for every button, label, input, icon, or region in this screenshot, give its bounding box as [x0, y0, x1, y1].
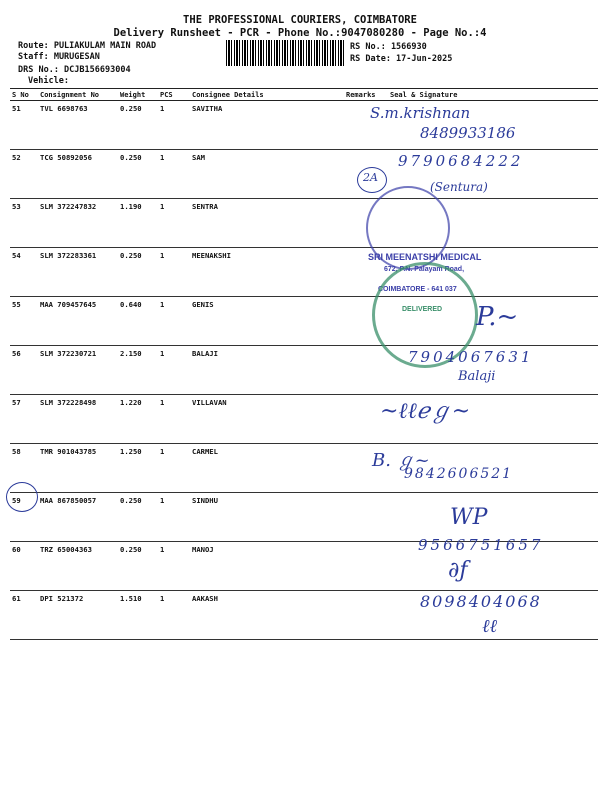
row-sno: 56: [10, 346, 38, 395]
row-sno: 57: [10, 395, 38, 444]
row-consignee: VILLAVAN: [190, 395, 344, 444]
handwriting-2: 8489933186: [420, 124, 516, 142]
row-weight: 2.150: [118, 346, 158, 395]
row-weight: 0.640: [118, 297, 158, 346]
row-sno: 53: [10, 199, 38, 248]
row-pcs: 1: [158, 395, 190, 444]
handwriting-6: 7904067631: [408, 348, 534, 366]
row-consignment: DPI 521372: [38, 591, 118, 640]
col-weight: Weight: [118, 89, 158, 101]
row-weight: 1.190: [118, 199, 158, 248]
signature-scribble-4: WP: [450, 505, 488, 530]
row-consignment: TVL 6698763: [38, 101, 118, 150]
col-sno: S No: [10, 89, 38, 101]
signature-scribble-1: P.~: [476, 302, 519, 332]
row-consignee: SINDHU: [190, 493, 344, 542]
handwriting-8: 9842606521: [404, 466, 514, 482]
row-consignment: SLM 372230721: [38, 346, 118, 395]
handwriting-7: Balaji: [458, 369, 496, 384]
row-consignment: SLM 372228498: [38, 395, 118, 444]
row-consignee: AAKASH: [190, 591, 344, 640]
row-sno: 55: [10, 297, 38, 346]
row-pcs: 1: [158, 346, 190, 395]
row-pcs: 1: [158, 493, 190, 542]
row-sno: 60: [10, 542, 38, 591]
row-consignee: GENIS: [190, 297, 344, 346]
row-sno: 51: [10, 101, 38, 150]
row-pcs: 1: [158, 248, 190, 297]
handwriting-5: (Sentura): [430, 180, 488, 194]
signature-scribble-6: ℓℓ: [482, 616, 497, 637]
row-consignee: SAVITHA: [190, 101, 344, 150]
handwriting-3: 9790684222: [398, 152, 524, 170]
row-consignment: MAA 709457645: [38, 297, 118, 346]
col-consignee: Consignee Details: [190, 89, 344, 101]
row-weight: 1.510: [118, 591, 158, 640]
stamp-line-3: COIMBATORE - 641 037: [378, 286, 457, 293]
row-weight: 0.250: [118, 493, 158, 542]
row-sno: 59: [10, 493, 38, 542]
row-weight: 1.250: [118, 444, 158, 493]
col-remarks: Remarks: [344, 89, 388, 101]
handwriting-1: S.m.krishnan: [370, 104, 471, 122]
handwriting-4: 2A: [363, 171, 378, 184]
col-pcs: PCS: [158, 89, 190, 101]
col-signature: Seal & Signature: [388, 89, 598, 101]
row-pcs: 1: [158, 297, 190, 346]
row-weight: 0.250: [118, 150, 158, 199]
barcode: [226, 40, 344, 66]
stamp-line-4: DELIVERED: [402, 306, 443, 313]
row-sno: 58: [10, 444, 38, 493]
row-pcs: 1: [158, 591, 190, 640]
row-consignee: MEENAKSHI: [190, 248, 344, 297]
row-consignment: TRZ 65004363: [38, 542, 118, 591]
row-remarks: [344, 493, 388, 542]
row-consignment: SLM 372247832: [38, 199, 118, 248]
row-consignee: SAM: [190, 150, 344, 199]
handwriting-9: 9566751657: [418, 536, 544, 554]
table-row: [10, 493, 598, 542]
rs-date: RS Date: 17-Jun-2025: [350, 54, 453, 64]
staff: Staff: MURUGESAN: [18, 52, 100, 62]
row-weight: 0.250: [118, 542, 158, 591]
row-pcs: 1: [158, 101, 190, 150]
company-title: THE PROFESSIONAL COURIERS, COIMBATORE: [183, 14, 417, 26]
row-consignment: TCG 50892056: [38, 150, 118, 199]
circle-mark-59: [6, 482, 38, 512]
row-pcs: 1: [158, 542, 190, 591]
col-consignment: Consignment No: [38, 89, 118, 101]
rs-number: RS No.: 1566930: [350, 42, 427, 52]
row-consignment: SLM 372283361: [38, 248, 118, 297]
row-consignment: MAA 867850057: [38, 493, 118, 542]
stamp-line-2: 672, P.N. Palayam Road,: [384, 266, 465, 273]
handwriting-10: 8098404068: [420, 592, 542, 611]
row-remarks: [344, 346, 388, 395]
table-row: [10, 199, 598, 248]
stamp-line-1: SRI MEENATSHI MEDICAL: [368, 252, 482, 262]
drs-number: DRS No.: DCJB156693004: [18, 65, 131, 75]
signature-scribble-3: B. ℊ~: [372, 450, 430, 471]
row-weight: 1.220: [118, 395, 158, 444]
row-pcs: 1: [158, 150, 190, 199]
row-consignee: CARMEL: [190, 444, 344, 493]
row-consignment: TMR 901043785: [38, 444, 118, 493]
row-remarks: [344, 542, 388, 591]
row-consignee: BALAJI: [190, 346, 344, 395]
row-remarks: [344, 591, 388, 640]
runsheet-subtitle: Delivery Runsheet - PCR - Phone No.:9047080280 - Page No.:4: [113, 27, 487, 39]
row-signature: [388, 493, 598, 542]
table-row: [10, 395, 598, 444]
route: Route: PULIAKULAM MAIN ROAD: [18, 41, 157, 51]
row-weight: 0.250: [118, 101, 158, 150]
row-sno: 61: [10, 591, 38, 640]
row-consignee: MANOJ: [190, 542, 344, 591]
row-pcs: 1: [158, 444, 190, 493]
vehicle: Vehicle:: [28, 76, 69, 86]
row-pcs: 1: [158, 199, 190, 248]
signature-scribble-2: ~ℓℓℯℊ~: [380, 399, 471, 424]
row-consignee: SENTRA: [190, 199, 344, 248]
table-header-row: [10, 89, 598, 101]
signature-scribble-5: ∂ƒ: [448, 558, 468, 583]
table-row: [10, 248, 598, 297]
row-weight: 0.250: [118, 248, 158, 297]
row-sno: 54: [10, 248, 38, 297]
row-sno: 52: [10, 150, 38, 199]
